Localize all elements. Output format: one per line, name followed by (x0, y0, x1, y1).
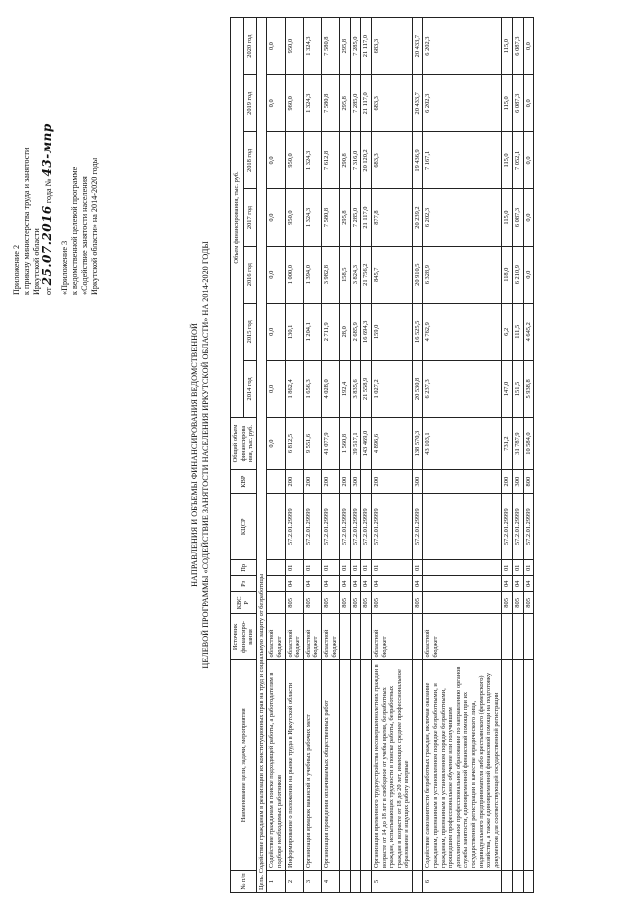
cell-pr: 01 (412, 560, 423, 576)
table-row (502, 18, 513, 893)
cell-total: 31 787,9 (513, 418, 524, 470)
cell-year-value: 7 285,0 (350, 75, 361, 132)
cell-kvs: 805 (371, 592, 412, 614)
col-rz: Рз (231, 576, 257, 592)
cell-year-value: 6 202,3 (423, 18, 502, 75)
cell-rz: 04 (340, 576, 351, 592)
cell-kvr: 200 (303, 470, 321, 494)
col-year: 2018 год (243, 132, 256, 189)
cell-year-value: 3 824,3 (350, 246, 361, 303)
cell-kvr (267, 470, 285, 494)
col-total: Общий объем финансирова ния, тыс. руб. (231, 418, 257, 470)
cell-rz: 04 (523, 576, 534, 592)
cell-year-value: 0,0 (267, 189, 285, 246)
cell-year-value: 192,4 (340, 360, 351, 417)
cell-year-value: 6 087,3 (513, 18, 524, 75)
cell-year-value: 6 087,3 (513, 75, 524, 132)
cell-kcsr: 57.2.01.29999 (285, 494, 303, 560)
cell-year-value: 1 862,4 (285, 360, 303, 417)
cell-kvr: 300 (412, 470, 423, 494)
cell-kvs: 805 (523, 592, 534, 614)
cell-pr: 01 (361, 560, 372, 576)
cell-name (361, 660, 372, 870)
cell-year-value: 7 316,0 (350, 132, 361, 189)
funding-table (230, 17, 534, 893)
cell-year-value: 159,0 (371, 303, 412, 360)
table-row (350, 18, 361, 893)
cell-year-value: 28,0 (340, 303, 351, 360)
cell-year-value: 7 580,8 (321, 18, 339, 75)
cell-total: 0,0 (267, 418, 285, 470)
cell-kcsr: 57.2.01.29999 (371, 494, 412, 560)
cell-year-value: 0,0 (523, 18, 534, 75)
cell-kcsr: 57.2.01.29999 (513, 494, 524, 560)
cell-year-value: 6 202,3 (423, 75, 502, 132)
cell-year-value: 0,0 (523, 189, 534, 246)
cell-year-value: 0,0 (523, 75, 534, 132)
cell-total: 6 812,5 (285, 418, 303, 470)
cell-kvs: 805 (513, 592, 524, 614)
cell-year-value: 21 117,0 (361, 189, 372, 246)
col-year: 2015 год (243, 303, 256, 360)
cell-total: 43 103,1 (423, 418, 502, 470)
cell-kcsr: 57.2.01.29999 (502, 494, 513, 560)
cell-year-value: 20 120,2 (361, 132, 372, 189)
cell-kvr: 300 (350, 470, 361, 494)
cell-num (361, 870, 372, 892)
cell-pr: 01 (523, 560, 534, 576)
cell-source: областной бюджет (285, 614, 303, 660)
cell-num (523, 870, 534, 892)
cell-total: 1 560,8 (340, 418, 351, 470)
table-row (423, 18, 502, 893)
approval-block (12, 25, 100, 295)
cell-kvr: 200 (502, 470, 513, 494)
cell-year-value: 115,0 (502, 132, 513, 189)
cell-source: областной бюджет (303, 614, 321, 660)
cell-kvr (361, 470, 372, 494)
cell-year-value: 21 558,9 (361, 360, 372, 417)
approval-line-3: Иркутской области (32, 228, 41, 295)
cell-year-value: 6 087,3 (513, 189, 524, 246)
cell-pr: 01 (285, 560, 303, 576)
cell-year-value: 21 756,2 (361, 246, 372, 303)
cell-year-value: 21 117,0 (361, 75, 372, 132)
col-funding-group: Объем финансирования, тыс. руб. (231, 18, 244, 418)
cell-year-value: 7 580,8 (321, 189, 339, 246)
cell-year-value: 1 204,1 (303, 303, 321, 360)
cell-source (361, 614, 372, 660)
cell-num (502, 870, 513, 892)
cell-year-value: 158,5 (340, 246, 351, 303)
cell-kvr: 300 (513, 470, 524, 494)
cell-year-value: 0,0 (523, 246, 534, 303)
appendix-line-1: «Приложение 3 (60, 240, 69, 295)
cell-pr (267, 560, 285, 576)
cell-total: 9 551,6 (303, 418, 321, 470)
cell-rz (423, 576, 502, 592)
cell-year-value: 290,8 (340, 132, 351, 189)
cell-year-value: 4 762,9 (423, 303, 502, 360)
cell-year-value: 16 525,5 (412, 303, 423, 360)
document-title (189, 195, 211, 715)
cell-rz: 04 (321, 576, 339, 592)
cell-name (523, 660, 534, 870)
cell-year-value: 7 167,1 (423, 132, 502, 189)
cell-num: 6 (423, 870, 502, 892)
cell-kvs: 805 (350, 592, 361, 614)
cell-year-value: 6 328,9 (423, 246, 502, 303)
cell-year-value: 1 027,2 (371, 360, 412, 417)
table-row (513, 18, 524, 893)
cell-year-value: 21 117,0 (361, 18, 372, 75)
cell-name: Информирование о положении на рынке труда в Иркутской области (285, 660, 303, 870)
cell-year-value: 960,0 (285, 75, 303, 132)
cell-year-value: 115,0 (502, 75, 513, 132)
cell-year-value: 151,5 (513, 360, 524, 417)
cell-pr: 01 (513, 560, 524, 576)
cell-year-value: 118,0 (502, 246, 513, 303)
cell-year-value: 683,3 (371, 75, 412, 132)
cell-kcsr: 57.2.01.29999 (340, 494, 351, 560)
cell-name: Содействие гражданам в поиске подходящей работы, а работодателям в подборе необходимых работников (267, 660, 285, 870)
cell-kcsr (423, 494, 502, 560)
cell-rz: 04 (513, 576, 524, 592)
cell-name: Организация временного трудоустройства несовершеннолетних граждан в возрасте от 14 до 18 лет в свободное от учебы время, безработных граждан, испытывающих трудности в поиске работы, безработных граждан в возрасте от 18 до 20 лет, имеющих среднее профессиональное образование и ищущих работу впервые (371, 660, 412, 870)
cell-pr: 01 (371, 560, 412, 576)
cell-total: 138 570,3 (412, 418, 423, 470)
col-source: Источник финансиро-вания (231, 614, 257, 660)
cell-name (502, 660, 513, 870)
cell-year-value: 115,0 (502, 189, 513, 246)
cell-kcsr: 57.2.01.29999 (303, 494, 321, 560)
cell-kcsr: 57.2.01.29999 (361, 494, 372, 560)
cell-year-value: 16 694,3 (361, 303, 372, 360)
cell-total: 39 517,1 (350, 418, 361, 470)
cell-kvs: 805 (502, 592, 513, 614)
cell-kcsr (267, 494, 285, 560)
cell-kvr: 800 (523, 470, 534, 494)
cell-name (513, 660, 524, 870)
approval-date-mid: года № (44, 176, 53, 206)
cell-source: областной бюджет (423, 614, 502, 660)
cell-rz: 04 (361, 576, 372, 592)
approval-number-handwritten: 43-мпр (40, 123, 54, 177)
cell-total: 731,2 (502, 418, 513, 470)
cell-year-value: 950,0 (285, 132, 303, 189)
col-kvr: КВР (231, 470, 257, 494)
cell-year-value: 950,0 (285, 18, 303, 75)
cell-kcsr: 57.2.01.29999 (350, 494, 361, 560)
cell-kvr (423, 470, 502, 494)
col-year: 2017 год (243, 189, 256, 246)
header-row-1 (231, 18, 244, 893)
cell-pr: 01 (502, 560, 513, 576)
approval-date-prefix: от (44, 285, 53, 295)
table-row (361, 18, 372, 893)
cell-year-value: 0,0 (523, 132, 534, 189)
cell-source: областной бюджет (371, 614, 412, 660)
cell-year-value: 1 324,3 (303, 75, 321, 132)
cell-total: 41 077,9 (321, 418, 339, 470)
cell-year-value: 20 239,2 (412, 189, 423, 246)
cell-year-value: 20 433,7 (412, 75, 423, 132)
cell-kvs: 805 (412, 592, 423, 614)
cell-year-value: 19 436,9 (412, 132, 423, 189)
approval-line-2: к приказу министерства труда и занятости (22, 147, 31, 295)
cell-year-value: 6,2 (502, 303, 513, 360)
approval-line-1: Приложение 2 (12, 244, 21, 295)
col-kvs: КВС Р (231, 592, 257, 614)
cell-pr (423, 560, 502, 576)
cell-pr: 01 (350, 560, 361, 576)
cell-num (350, 870, 361, 892)
cell-year-value: 295,8 (340, 75, 351, 132)
col-year: 2014 год (243, 360, 256, 417)
cell-total: 143 469,0 (361, 418, 372, 470)
table-row (303, 18, 321, 893)
cell-year-value: 1 394,0 (303, 246, 321, 303)
goal-text: Цель. Содействие гражданам в реализации их конституционных прав на труд и социальную защиту от безработицы (256, 18, 267, 893)
table-row (412, 18, 423, 893)
cell-rz: 04 (412, 576, 423, 592)
cell-year-value: 7 052,1 (513, 132, 524, 189)
cell-year-value: 2 685,9 (350, 303, 361, 360)
cell-num: 4 (321, 870, 339, 892)
cell-source (513, 614, 524, 660)
cell-year-value: 130,1 (285, 303, 303, 360)
appendix-line-3: «Содействие занятости населения (80, 176, 89, 295)
cell-pr: 01 (303, 560, 321, 576)
cell-rz (267, 576, 285, 592)
cell-year-value: 1 000,0 (285, 246, 303, 303)
title-line-1: НАПРАВЛЕНИЯ И ОБЪЕМЫ ФИНАНСИРОВАНИЯ ВЕДОМСТВЕННОЙ (190, 323, 199, 587)
cell-kvs (423, 592, 502, 614)
goal-row (256, 18, 267, 893)
cell-source (412, 614, 423, 660)
col-year: 2016 год (243, 246, 256, 303)
cell-year-value: 295,8 (340, 18, 351, 75)
table-row (267, 18, 285, 893)
cell-num: 2 (285, 870, 303, 892)
approval-date-handwritten: 25.07.2016 (40, 205, 54, 286)
cell-source: областной бюджет (321, 614, 339, 660)
cell-num (513, 870, 524, 892)
cell-name: Организация проведения оплачиваемых общественных работ (321, 660, 339, 870)
cell-year-value: 950,0 (285, 189, 303, 246)
cell-year-value: 7 285,0 (350, 189, 361, 246)
cell-year-value: 20 910,5 (412, 246, 423, 303)
col-pr: Пр (231, 560, 257, 576)
cell-kvs: 805 (321, 592, 339, 614)
cell-year-value: 683,3 (371, 18, 412, 75)
cell-year-value: 0,0 (267, 18, 285, 75)
cell-num: 1 (267, 870, 285, 892)
cell-source: областной бюджет (267, 614, 285, 660)
cell-year-value: 0,0 (267, 303, 285, 360)
table-row (321, 18, 339, 893)
col-num: № п/п (231, 870, 257, 892)
cell-name: Организация ярмарок вакансий и учебных рабочих мест (303, 660, 321, 870)
cell-total: 10 584,0 (523, 418, 534, 470)
cell-name (412, 660, 423, 870)
cell-source (340, 614, 351, 660)
col-year: 2019 год (243, 75, 256, 132)
cell-kvr: 200 (285, 470, 303, 494)
cell-year-value: 1 324,3 (303, 18, 321, 75)
cell-year-value: 6 210,9 (513, 246, 524, 303)
col-name: Наименование цели, задачи, мероприятия (231, 660, 257, 870)
table-row (340, 18, 351, 893)
cell-year-value: 683,3 (371, 132, 412, 189)
cell-year-value: 845,7 (371, 246, 412, 303)
title-line-2: ЦЕЛЕВОЙ ПРОГРАММЫ «СОДЕЙСТВИЕ ЗАНЯТОСТИ НАСЕЛЕНИЯ ИРКУТСКОЙ ОБЛАСТИ» НА 2014-2020 ГОДЫ (201, 241, 210, 669)
cell-year-value: 5 938,8 (523, 360, 534, 417)
cell-source (502, 614, 513, 660)
cell-rz: 04 (502, 576, 513, 592)
cell-num: 3 (303, 870, 321, 892)
rotated-page (4, 15, 624, 895)
cell-year-value: 115,0 (502, 18, 513, 75)
cell-year-value: 0,0 (267, 132, 285, 189)
cell-year-value: 7 612,8 (321, 132, 339, 189)
cell-year-value: 6 237,3 (423, 360, 502, 417)
funding-table-wrapper (230, 17, 534, 893)
cell-kcsr: 57.2.01.29999 (412, 494, 423, 560)
cell-kvs: 805 (285, 592, 303, 614)
cell-kvs (267, 592, 285, 614)
cell-kvs: 805 (361, 592, 372, 614)
col-year: 2020 год (243, 18, 256, 75)
table-row (523, 18, 534, 893)
appendix-line-2: к ведомственной целевой программе (70, 166, 79, 295)
cell-kvs: 805 (303, 592, 321, 614)
cell-year-value: 1 324,3 (303, 189, 321, 246)
cell-year-value: 7 580,8 (321, 75, 339, 132)
cell-source (523, 614, 534, 660)
cell-year-value: 0,0 (267, 360, 285, 417)
cell-year-value: 877,8 (371, 189, 412, 246)
cell-year-value: 3 835,6 (350, 360, 361, 417)
cell-year-value: 7 285,0 (350, 18, 361, 75)
cell-rz: 04 (371, 576, 412, 592)
cell-num (412, 870, 423, 892)
cell-rz: 04 (303, 576, 321, 592)
cell-year-value: 4 028,0 (321, 360, 339, 417)
table-row (285, 18, 303, 893)
cell-year-value: 1 656,3 (303, 360, 321, 417)
cell-source (350, 614, 361, 660)
cell-kvr: 200 (321, 470, 339, 494)
cell-pr: 01 (340, 560, 351, 576)
cell-year-value: 6 202,3 (423, 189, 502, 246)
cell-num (340, 870, 351, 892)
table-row (371, 18, 412, 893)
cell-year-value: 1 324,3 (303, 132, 321, 189)
cell-kvr: 200 (340, 470, 351, 494)
cell-year-value: 147,0 (502, 360, 513, 417)
cell-pr: 01 (321, 560, 339, 576)
cell-year-value: 20 530,8 (412, 360, 423, 417)
col-kcsr: КЦСР (231, 494, 257, 560)
cell-year-value: 295,8 (340, 189, 351, 246)
cell-total: 4 896,6 (371, 418, 412, 470)
cell-name (340, 660, 351, 870)
cell-year-value: 2 711,9 (321, 303, 339, 360)
appendix-line-4: Иркутской области» на 2014-2020 годы (90, 157, 99, 295)
cell-name (350, 660, 361, 870)
cell-rz: 04 (350, 576, 361, 592)
cell-year-value: 4 645,2 (523, 303, 534, 360)
cell-kcsr: 57.2.01.29999 (321, 494, 339, 560)
cell-kvr: 200 (371, 470, 412, 494)
cell-year-value: 0,0 (267, 246, 285, 303)
approval-date-line (42, 25, 54, 295)
cell-kvs: 805 (340, 592, 351, 614)
cell-kcsr: 57.2.01.29999 (523, 494, 534, 560)
cell-year-value: 20 433,7 (412, 18, 423, 75)
cell-year-value: 111,5 (513, 303, 524, 360)
cell-num: 5 (371, 870, 412, 892)
cell-year-value: 0,0 (267, 75, 285, 132)
cell-rz: 04 (285, 576, 303, 592)
cell-year-value: 3 982,8 (321, 246, 339, 303)
cell-name: Содействие самозанятости безработных граждан, включая оказание гражданам, признанным в установленном порядке безработными, и гражданам, признанным в установленном порядке безработными, прошедшим профессиональное обучение или получившим дополнительное профессиональное образование по направлению органов службы занятости, единовременной финансовой помощи при их государственной регистрации в качестве юридического лица, индивидуального предпринимателя либо крестьянского (фермерского) хозяйства, а также единовременной финансовой помощи на подготовку документов для соответствующей государственной регистрации (423, 660, 502, 870)
